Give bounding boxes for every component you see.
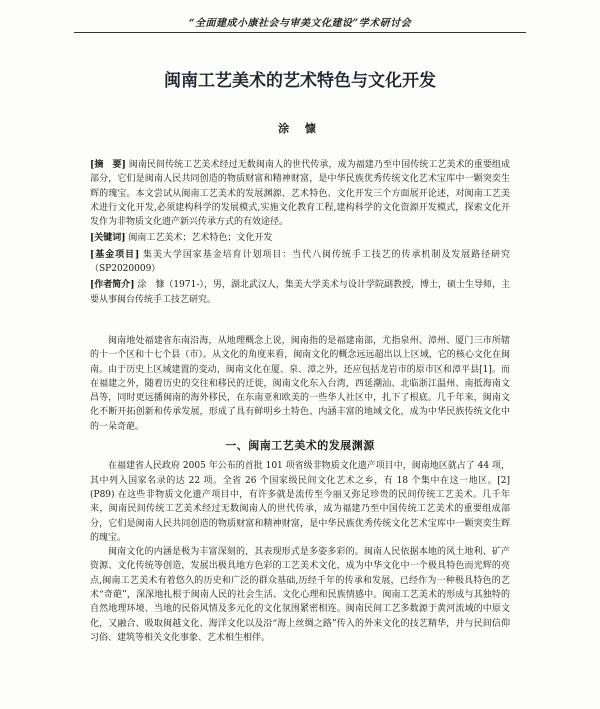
header-rule — [74, 32, 526, 33]
author-bio-label: [作者简介] — [90, 280, 135, 291]
intro-paragraph: 闽南地处福建省东南沿海，从地理概念上说，闽南指的是福建南部，尤指泉州、漳州、厦门三市所辖的十一个区和十七个县（市）。从文化的角度来看，闽南文化的概念远远超出以上区域，它的核心文化在闽南。由于历史上区域建置的变动，闽南文化在厦、泉、漳之外，还应包括龙岩市的原市区和漳平县[1]。而在福建之外，随着历史的交往和移民的迁徙，闽南文化东入台湾，西延潮汕、北临浙江温州、南抵海南文昌等，同时更远播闽南的海外移民，在东南亚和欧美的一些华人社区中，扎下了根底。几千年来，闽南文化不断开拓创新和传承发展，形成了具有鲜明乡土特色、内涵丰富的地域文化，成为中华民族传统文化中的一朵奇葩。 — [90, 336, 510, 432]
keywords — [90, 231, 510, 245]
fund — [90, 248, 510, 277]
article-title: 闽南工艺美术的艺术特色与文化开发 — [164, 71, 436, 91]
article-author: 涂 慷 — [278, 122, 322, 135]
section-paragraph-2: 闽南文化的内涵是极为丰富深刻的，其表现形式是多姿多彩的。闽南人民依据本地的风土地利、矿产资源、文化传统等创造，发展出极具地方色彩的工艺美术文化，成为中华文化中一个极具特色而光辉的亮点,闽南工艺美术有着悠久的历史和广泛的群众基础,历经千年的传承和发展，已经作为一种极具特色的艺术“奇葩”，深深地扎根于闽南人民的社会生活、文化心理和民族情感中。闽南工艺美术的形成与其独特的自然地理环境、当地的民俗风情及多元化的文化氛围紧密相连。闽南民间工艺多数源于黄河流域的中原文化，又融合、吸取闽越文化、海洋文化以及沿“海上丝绸之路”传入的外来文化的技艺精华，并与民间信仰习俗、建筑等相关文化事象、艺术相生相伴。 — [90, 547, 510, 643]
keywords-label: [关键词] — [90, 233, 126, 244]
section-paragraph-1: 在福建省人民政府 2005 年公布的首批 101 项省级非物质文化遗产项目中，闽南地区就占了 44 项，其中列入国家名录的达 22 项。全省 26 个国家级民间文化艺术之乡，有 18 个集中在这一地区。[2](P89) 在这些非物质文化遗产项目中，有许多就是流传至今丽又弥足珍贵的民间传统工艺美术。几千年来，闽南民间传统工艺美术经过无数闽南人的世代传承，成为福建乃至中国传统工艺美术的重要组成部分，它们是闽南人民共同创造的物质财富和精神财富，是中华民族优秀传统文化艺术宝库中一颗突奕生辉的瑰宝。 — [90, 461, 510, 543]
abstract — [90, 158, 510, 229]
fund-label: [基金项目] — [90, 249, 140, 260]
running-head: “全面建成小康社会与审美文化建设”学术研讨会 — [188, 18, 412, 29]
section-heading: 一、闽南工艺美术的发展渊源 — [225, 439, 375, 453]
abstract-text: 闽南民间传统工艺美术经过无数闽南人的世代传承，成为福建乃至中国传统工艺美术的重要组成部分，它们是闽南人民共同创造的物质财富和精神财富，是中华民族优秀传统文化艺术宝库中一颗突奕生辉的瑰宝。本文尝试从闽南工艺美术的发展渊源、艺术特色、文化开发三个方面展开论述，对闽南工艺美术进行文化开发,必须建构科学的发展模式,实施文化教育工程,建构科学的文化资源开发模式，探索文化开发作为非物质文化遗产新兴传承方式的有效途径。 — [90, 160, 510, 228]
author-bio-text: 涂 慷（1971-），男，湖北武汉人，集美大学美术与设计学院副教授，博士，硕士生导师，主要从事闽台传统手工技艺研究。 — [90, 280, 510, 305]
author-bio — [90, 278, 510, 307]
abstract-label: [摘 要] — [90, 160, 126, 170]
fund-text: 集美大学国家基金培育计划项目：当代八闽传统手工技艺的传承机制及发展路径研究（SP2020009） — [90, 249, 510, 275]
article-body — [90, 334, 510, 645]
front-matter — [90, 158, 510, 309]
keywords-text: 闽南工艺美术；艺术特色；文化开发 — [128, 233, 273, 244]
